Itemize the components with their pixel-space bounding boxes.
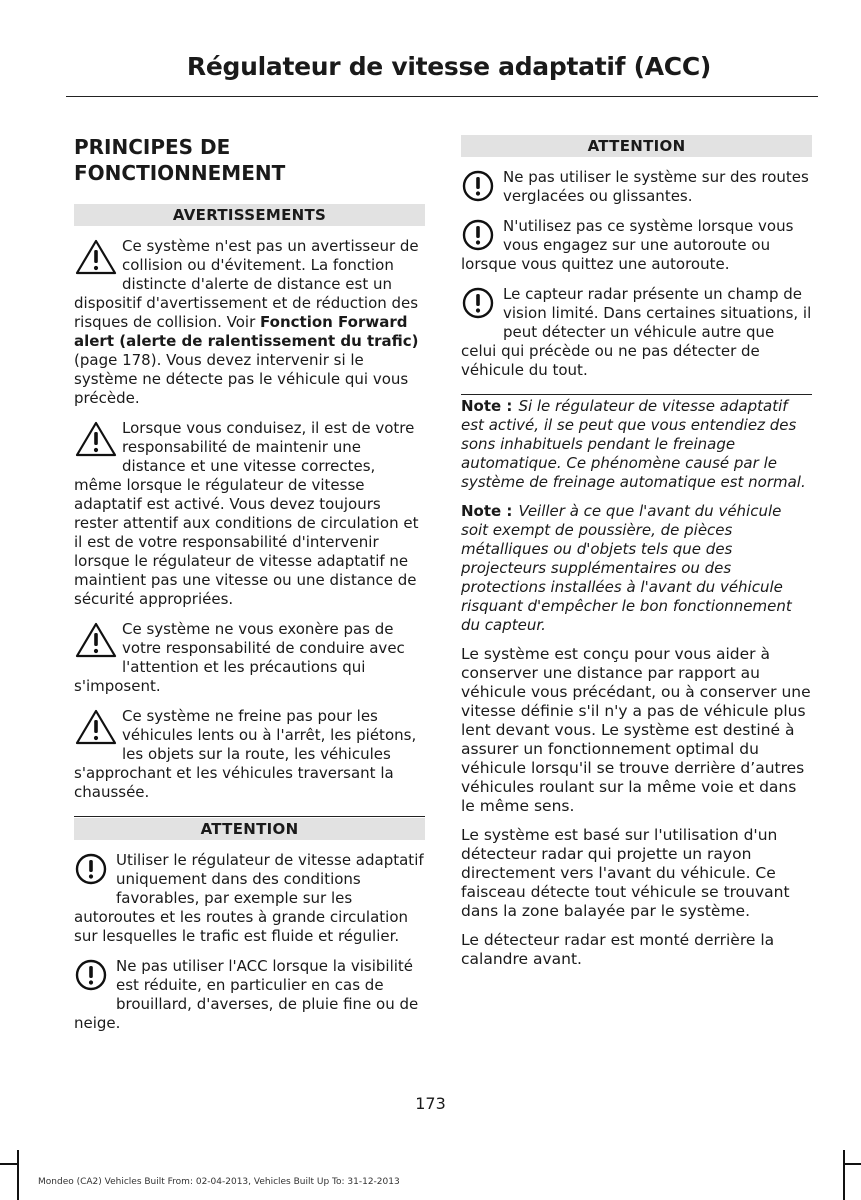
caution-text: Ne pas utiliser le système sur des routes verglacées ou glissantes.: [503, 168, 809, 205]
crop-mark: [0, 1163, 17, 1165]
warning-item: [74, 707, 425, 802]
page-title: Régulateur de vitesse adaptatif (ACC): [186, 52, 711, 81]
warnings-header: AVERTISSEMENTS: [74, 204, 425, 226]
page-number: 173: [415, 1094, 446, 1113]
caution-item: [74, 851, 425, 946]
warning-triangle-icon: [74, 620, 120, 676]
caution-item: [74, 957, 425, 1033]
warning-text: Ce système ne vous exonère pas de votre responsabilité de conduire avec l'attention et les précautions qui s'imposent.: [74, 620, 405, 695]
caution-circle-icon: [74, 957, 114, 1007]
warning-text: Lorsque vous conduisez, il est de votre responsabilité de maintenir une distance et une vitesse correctes, même lorsque le régulateur de vitesse adaptatif est activé. Vous devez toujours rester attentif aux conditions de circulation et il est de votre responsabilité d'intervenir lorsque le régulateur de vitesse adaptatif ne maintient pas une vitesse ou une distance de sécurité appropriées.: [74, 419, 419, 608]
crop-mark: [843, 1150, 845, 1200]
attention-divider: [461, 394, 812, 395]
warning-item: [74, 620, 425, 696]
warning-item: [74, 237, 425, 408]
caution-circle-icon: [461, 285, 501, 335]
warnings-divider: [74, 816, 425, 817]
title-divider: [66, 96, 818, 97]
caution-circle-icon: [74, 851, 114, 901]
body-text: [461, 397, 812, 979]
warning-item: [74, 419, 425, 609]
section-heading: PRINCIPES DE FONCTIONNEMENT: [74, 135, 286, 185]
paragraph: Le système est basé sur l'utilisation d'un détecteur radar qui projette un rayon directement vers l'avant du véhicule. Ce faisceau détecte tout véhicule se trouvant dans la zone balayée par le système.: [461, 826, 790, 920]
note-label: Note :: [461, 397, 513, 415]
caution-text: N'utilisez pas ce système lorsque vous vous engagez sur une autoroute ou lorsque vous quittez une autoroute.: [461, 217, 794, 273]
cross-reference-link[interactable]: Fonction Forward alert (alerte de ralentissement du trafic): [74, 313, 419, 350]
warning-triangle-icon: [74, 237, 120, 293]
caution-item: [461, 217, 812, 274]
attention-box: [461, 135, 812, 395]
caution-item: [461, 285, 812, 380]
note-text: Si le régulateur de vitesse adaptatif est activé, il se peut que vous entendiez des sons inhabituels pendant le freinage automatique. Ce phénomène causé par le système de freinage automatique est normal.: [461, 397, 806, 491]
warnings-box: [74, 204, 425, 817]
note: [461, 502, 812, 635]
paragraph: Le détecteur radar est monté derrière la calandre avant.: [461, 931, 775, 968]
warning-triangle-icon: [74, 707, 120, 763]
caution-text: Utiliser le régulateur de vitesse adaptatif uniquement dans des conditions favorables, par exemple sur les autoroutes et les routes à grande circulation sur lesquelles le trafic est fluide et régulier.: [74, 851, 424, 945]
crop-mark: [17, 1150, 19, 1200]
attention-header: ATTENTION: [461, 135, 812, 157]
warning-triangle-icon: [74, 419, 120, 475]
warning-text: Ce système ne freine pas pour les véhicules lents ou à l'arrêt, les piétons, les objets sur la route, les véhicules s'approchant et les véhicules traversant la chaussée.: [74, 707, 417, 801]
caution-circle-icon: [461, 217, 501, 257]
caution-item: [461, 168, 812, 206]
attention-box: [74, 818, 425, 1033]
caution-text: Le capteur radar présente un champ de vision limité. Dans certaines situations, il peut détecter un véhicule autre que celui qui précède ou ne pas détecter de véhicule du tout.: [461, 285, 812, 379]
footer-text: Mondeo (CA2) Vehicles Built From: 02-04-2013, Vehicles Built Up To: 31-12-2013: [38, 1177, 400, 1187]
note: [461, 397, 812, 492]
paragraph: Le système est conçu pour vous aider à conserver une distance par rapport au véhicule vous précédant, ou à conserver une vitesse définie s'il n'y a pas de véhicule plus lent devant vous. Le système est destiné à assurer un fonctionnement optimal du véhicule lorsqu'il se trouve derrière d’autres véhicules roulant sur la même voie et dans le même sens.: [461, 645, 811, 815]
attention-header: ATTENTION: [74, 818, 425, 840]
caution-circle-icon: [461, 168, 501, 208]
warning-text-tail: (page 178). Vous devez intervenir si le système ne détecte pas le véhicule qui vous précède.: [74, 351, 409, 407]
caution-text: Ne pas utiliser l'ACC lorsque la visibilité est réduite, en particulier en cas de brouillard, d'averses, de pluie fine ou de neige.: [74, 957, 419, 1032]
crop-mark: [844, 1163, 861, 1165]
note-label: Note :: [461, 502, 513, 520]
note-text: Veiller à ce que l'avant du véhicule soit exempt de poussière, de pièces métalliques ou d'objets tels que des projecteurs supplémentaires ou des protections installées à l'avant du véhicule risquant d'empêcher le bon fonctionnement du capteur.: [461, 502, 792, 634]
warning-text: Ce système n'est pas un avertisseur de collision ou d'évitement. La fonction distincte d'alerte de distance est un dispositif d'avertissement et de réduction des risques de collision. Voir: [74, 237, 419, 331]
